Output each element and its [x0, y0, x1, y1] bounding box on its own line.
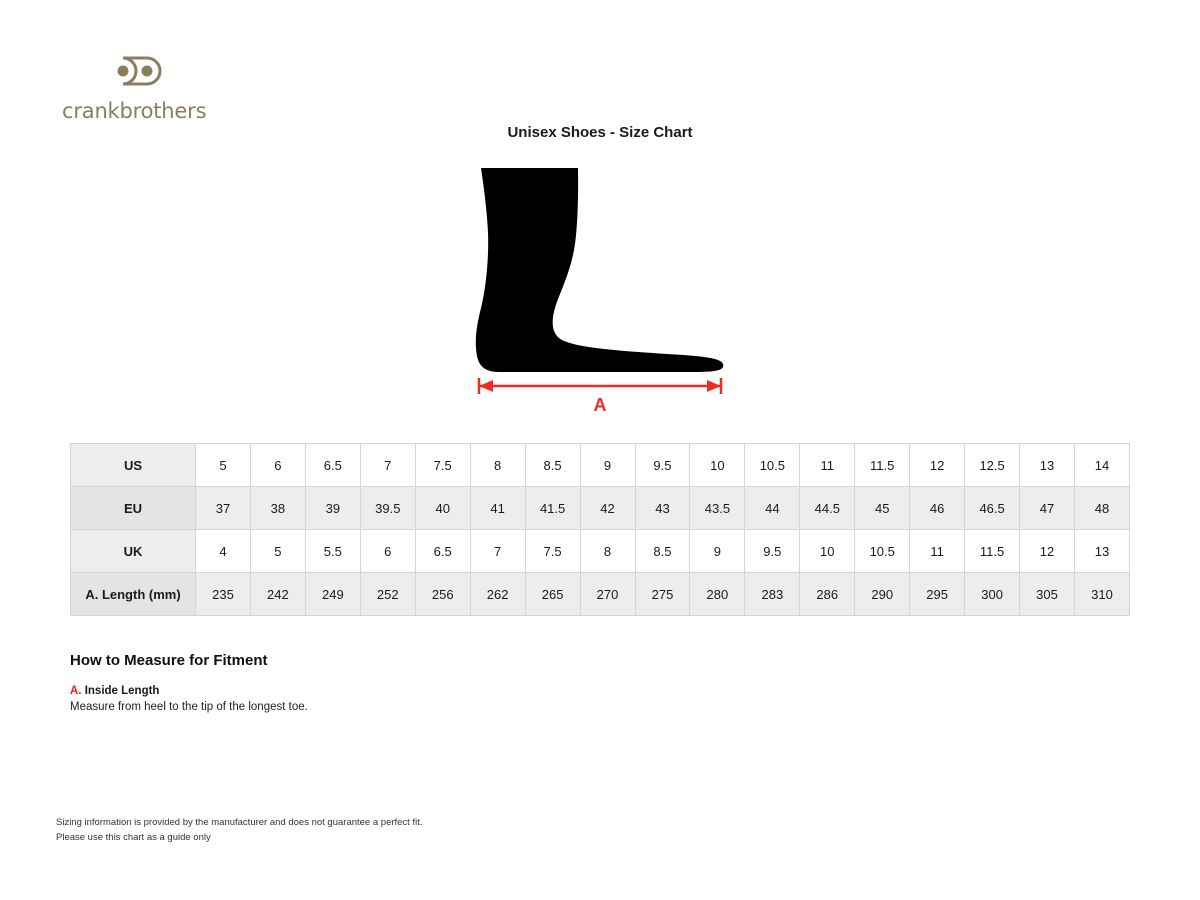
table-cell: 280 [690, 573, 745, 616]
table-cell: 9.5 [745, 530, 800, 573]
table-cell: 6 [250, 444, 305, 487]
table-cell: 252 [360, 573, 415, 616]
row-header: EU [71, 487, 196, 530]
table-cell: 39.5 [360, 487, 415, 530]
measure-item-a-label [70, 685, 770, 697]
measure-item-a-name: Inside Length [84, 685, 160, 697]
table-cell: 235 [196, 573, 251, 616]
table-cell: 7 [360, 444, 415, 487]
table-cell: 12 [1020, 530, 1075, 573]
table-cell: 41.5 [525, 487, 580, 530]
table-cell: 46 [910, 487, 965, 530]
table-cell: 11.5 [855, 444, 910, 487]
table-cell: 45 [855, 487, 910, 530]
row-header: A. Length (mm) [71, 573, 196, 616]
crankbrothers-chainlink-icon [104, 52, 362, 95]
table-cell: 5.5 [305, 530, 360, 573]
table-cell: 265 [525, 573, 580, 616]
table-cell: 8 [580, 530, 635, 573]
table-cell: 8 [470, 444, 525, 487]
table-cell: 11 [910, 530, 965, 573]
table-cell: 9 [580, 444, 635, 487]
how-to-measure-title: How to Measure for Fitment [70, 652, 268, 669]
table-cell: 44.5 [800, 487, 855, 530]
measure-item-a-letter: A. [70, 685, 82, 697]
table-cell: 8.5 [525, 444, 580, 487]
table-cell: 262 [470, 573, 525, 616]
foot-measurement-diagram [455, 158, 745, 418]
table-cell: 41 [470, 487, 525, 530]
table-cell: 5 [250, 530, 305, 573]
table-cell: 11.5 [965, 530, 1020, 573]
table-cell: 249 [305, 573, 360, 616]
table-cell: 12 [910, 444, 965, 487]
page-title: Unisex Shoes - Size Chart [507, 124, 693, 141]
table-cell: 38 [250, 487, 305, 530]
table-cell: 10.5 [855, 530, 910, 573]
table-row [71, 487, 1130, 530]
foot-silhouette [476, 168, 724, 372]
table-row [71, 444, 1130, 487]
table-row [71, 530, 1130, 573]
table-cell: 14 [1075, 444, 1130, 487]
table-cell: 7.5 [415, 444, 470, 487]
table-cell: 295 [910, 573, 965, 616]
table-cell: 5 [196, 444, 251, 487]
table-cell: 6.5 [415, 530, 470, 573]
table-cell: 39 [305, 487, 360, 530]
brand-logo [62, 52, 362, 123]
table-cell: 11 [800, 444, 855, 487]
table-cell: 256 [415, 573, 470, 616]
table-cell: 242 [250, 573, 305, 616]
table-cell: 290 [855, 573, 910, 616]
table-cell: 9.5 [635, 444, 690, 487]
table-cell: 40 [415, 487, 470, 530]
table-cell: 37 [196, 487, 251, 530]
table-cell: 4 [196, 530, 251, 573]
table-cell: 300 [965, 573, 1020, 616]
table-cell: 43.5 [690, 487, 745, 530]
table-cell: 275 [635, 573, 690, 616]
table-cell: 10.5 [745, 444, 800, 487]
measure-item-a [70, 685, 770, 713]
table-cell: 48 [1075, 487, 1130, 530]
table-cell: 10 [690, 444, 745, 487]
table-cell: 9 [690, 530, 745, 573]
table-cell: 7 [470, 530, 525, 573]
row-header: US [71, 444, 196, 487]
table-row [71, 573, 1130, 616]
table-cell: 305 [1020, 573, 1075, 616]
table-cell: 310 [1075, 573, 1130, 616]
measure-item-a-description: Measure from heel to the tip of the longest toe. [70, 701, 308, 713]
table-cell: 6.5 [305, 444, 360, 487]
disclaimer [56, 816, 423, 845]
table-cell: 44 [745, 487, 800, 530]
measure-label-a: A [593, 395, 607, 415]
brand-wordmark: crankbrothers [62, 99, 207, 123]
disclaimer-line-1: Sizing information is provided by the manufacturer and does not guarantee a perfect fit. [56, 817, 423, 828]
size-chart-table [70, 443, 1130, 616]
table-cell: 8.5 [635, 530, 690, 573]
row-header: UK [71, 530, 196, 573]
table-cell: 270 [580, 573, 635, 616]
table-cell: 13 [1020, 444, 1075, 487]
table-cell: 7.5 [525, 530, 580, 573]
table-cell: 12.5 [965, 444, 1020, 487]
disclaimer-line-2: Please use this chart as a guide only [56, 831, 211, 843]
table-cell: 42 [580, 487, 635, 530]
table-cell: 283 [745, 573, 800, 616]
length-arrow [479, 378, 721, 394]
table-cell: 43 [635, 487, 690, 530]
table-cell: 10 [800, 530, 855, 573]
how-to-measure-section [70, 652, 770, 713]
table-cell: 286 [800, 573, 855, 616]
table-cell: 46.5 [965, 487, 1020, 530]
table-cell: 47 [1020, 487, 1075, 530]
table-cell: 6 [360, 530, 415, 573]
table-cell: 13 [1075, 530, 1130, 573]
